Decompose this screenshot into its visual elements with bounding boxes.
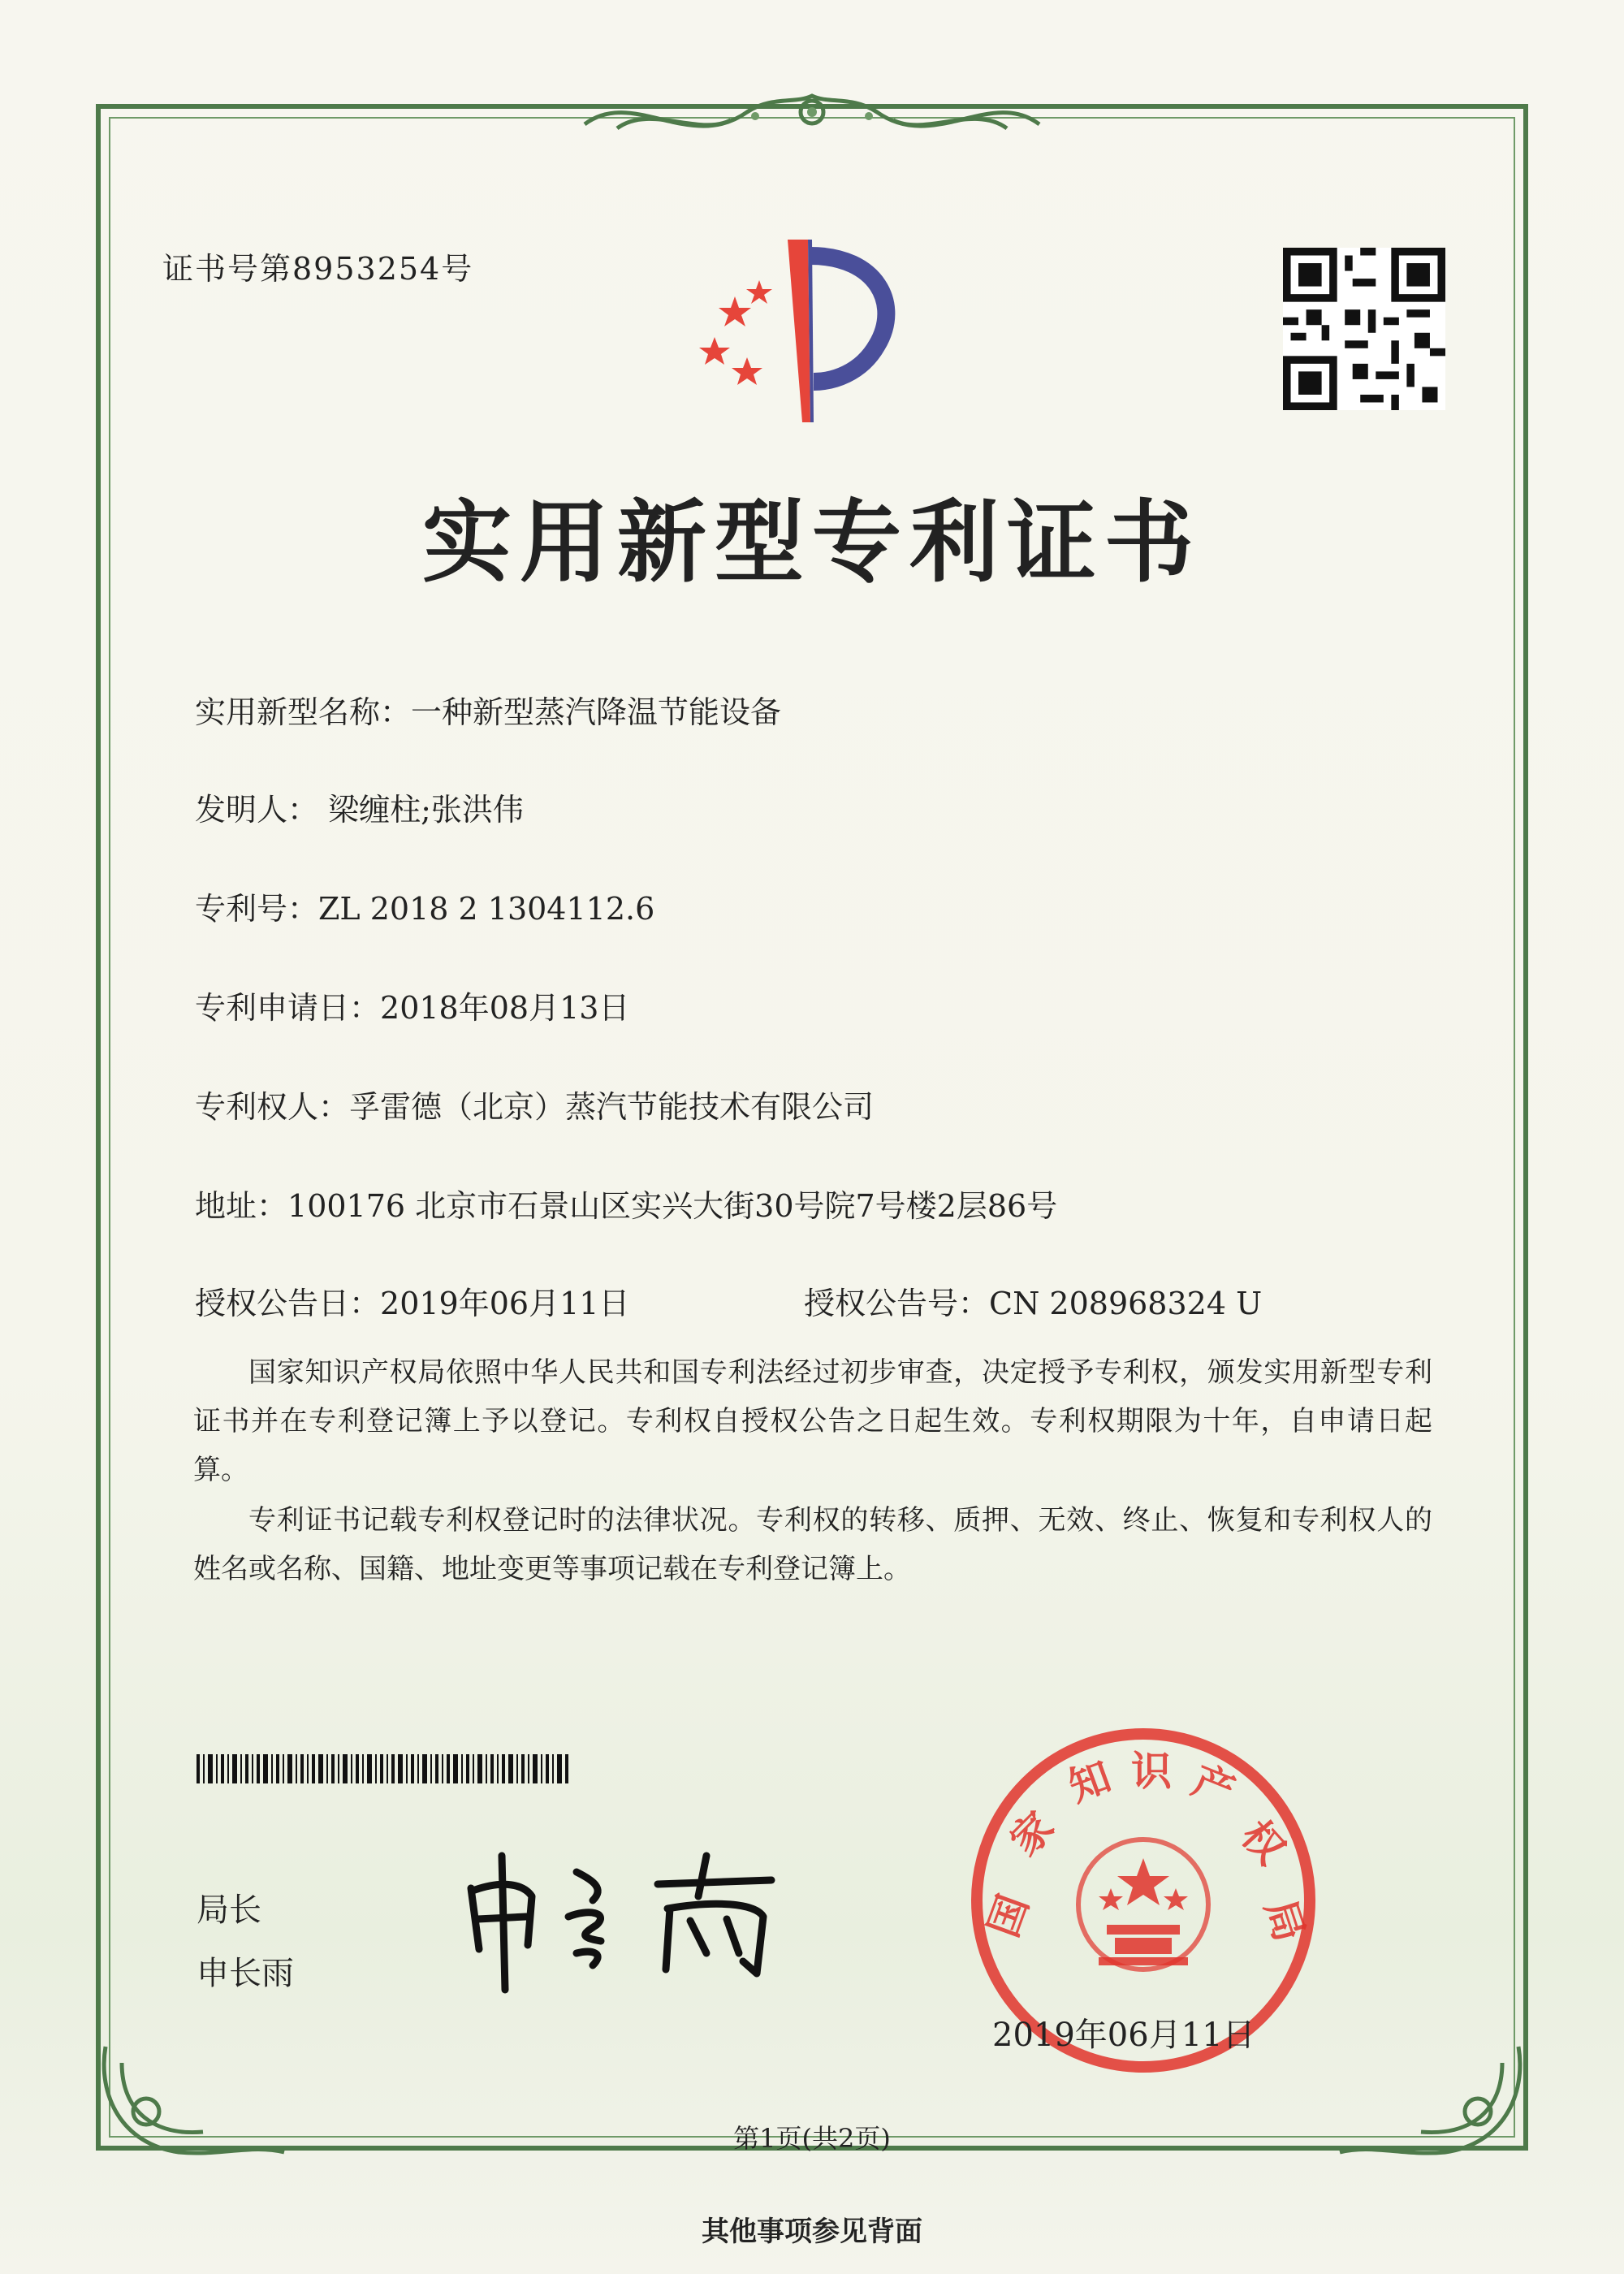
inventor-value: 梁缠柱;张洪伟 — [328, 792, 524, 828]
seal-date: 2019年06月11日 — [992, 2017, 1255, 2054]
inventor-label: 发明人： — [195, 792, 319, 828]
grant-number-field — [804, 1278, 1262, 1323]
patentee-field — [195, 1082, 874, 1126]
svg-text:权: 权 — [1232, 1811, 1294, 1874]
grant-date-value: 2019年06月11日 — [380, 1286, 630, 1321]
top-ornament — [568, 80, 1056, 153]
address-label: 地址： — [195, 1188, 288, 1224]
svg-text:识: 识 — [1131, 1748, 1172, 1795]
certificate-title: 实用新型专利证书 — [422, 491, 1202, 594]
patent-number-value: ZL 2018 2 1304112.6 — [318, 891, 655, 927]
director-name: 申长雨 — [197, 1955, 294, 1992]
director-title: 局长 — [197, 1891, 261, 1929]
filing-date-label: 专利申请日： — [195, 990, 381, 1026]
page-number: 第1页(共2页) — [733, 2123, 891, 2154]
inventor-field — [195, 785, 524, 829]
grant-statement-paragraph: 国家知识产权局依照中华人民共和国专利法经过初步审查，决定授予专利权，颁发实用新型专利证书并在专利登记簿上予以登记。专利权自授权公告之日起生效。专利权期限为十年，自申请日起算。 — [193, 1356, 1432, 1486]
svg-text:国: 国 — [979, 1888, 1038, 1943]
patent-number-label: 专利号： — [195, 891, 319, 927]
certificate-number: 证书号第8953254号 — [162, 251, 474, 287]
svg-text:知: 知 — [1062, 1753, 1117, 1811]
barcode-icon — [197, 1754, 570, 1783]
utility-model-name-field — [195, 687, 781, 732]
director-signature — [455, 1840, 812, 1994]
filing-date-field — [195, 983, 629, 1027]
utility-model-name-label: 实用新型名称： — [195, 694, 412, 730]
grant-date-field — [195, 1278, 629, 1323]
address-field — [195, 1181, 1057, 1226]
svg-text:家: 家 — [1000, 1802, 1064, 1865]
grant-number-label: 授权公告号： — [804, 1286, 990, 1321]
legal-status-paragraph: 专利证书记载专利权登记时的法律状况。专利权的转移、质押、无效、终止、恢复和专利权人的姓名或名称、国籍、地址变更等事项记载在专利登记簿上。 — [193, 1504, 1432, 1585]
filing-date-value: 2018年08月13日 — [380, 990, 630, 1026]
qr-code-icon — [1283, 248, 1445, 410]
grant-date-label: 授权公告日： — [195, 1286, 381, 1321]
footer-note: 其他事项参见背面 — [702, 2216, 922, 2248]
utility-model-name-value: 一种新型蒸汽降温节能设备 — [411, 694, 782, 730]
patent-office-emblem-icon — [690, 231, 934, 426]
patent-number-field — [195, 884, 654, 928]
svg-text:产: 产 — [1186, 1756, 1242, 1816]
address-value: 100176 北京市石景山区实兴大街30号院7号楼2层86号 — [287, 1188, 1058, 1224]
svg-text:局: 局 — [1255, 1894, 1314, 1948]
patentee-value: 孚雷德（北京）蒸汽节能技术有限公司 — [349, 1089, 875, 1125]
patentee-label: 专利权人： — [195, 1089, 350, 1125]
grant-number-value: CN 208968324 U — [989, 1286, 1263, 1321]
